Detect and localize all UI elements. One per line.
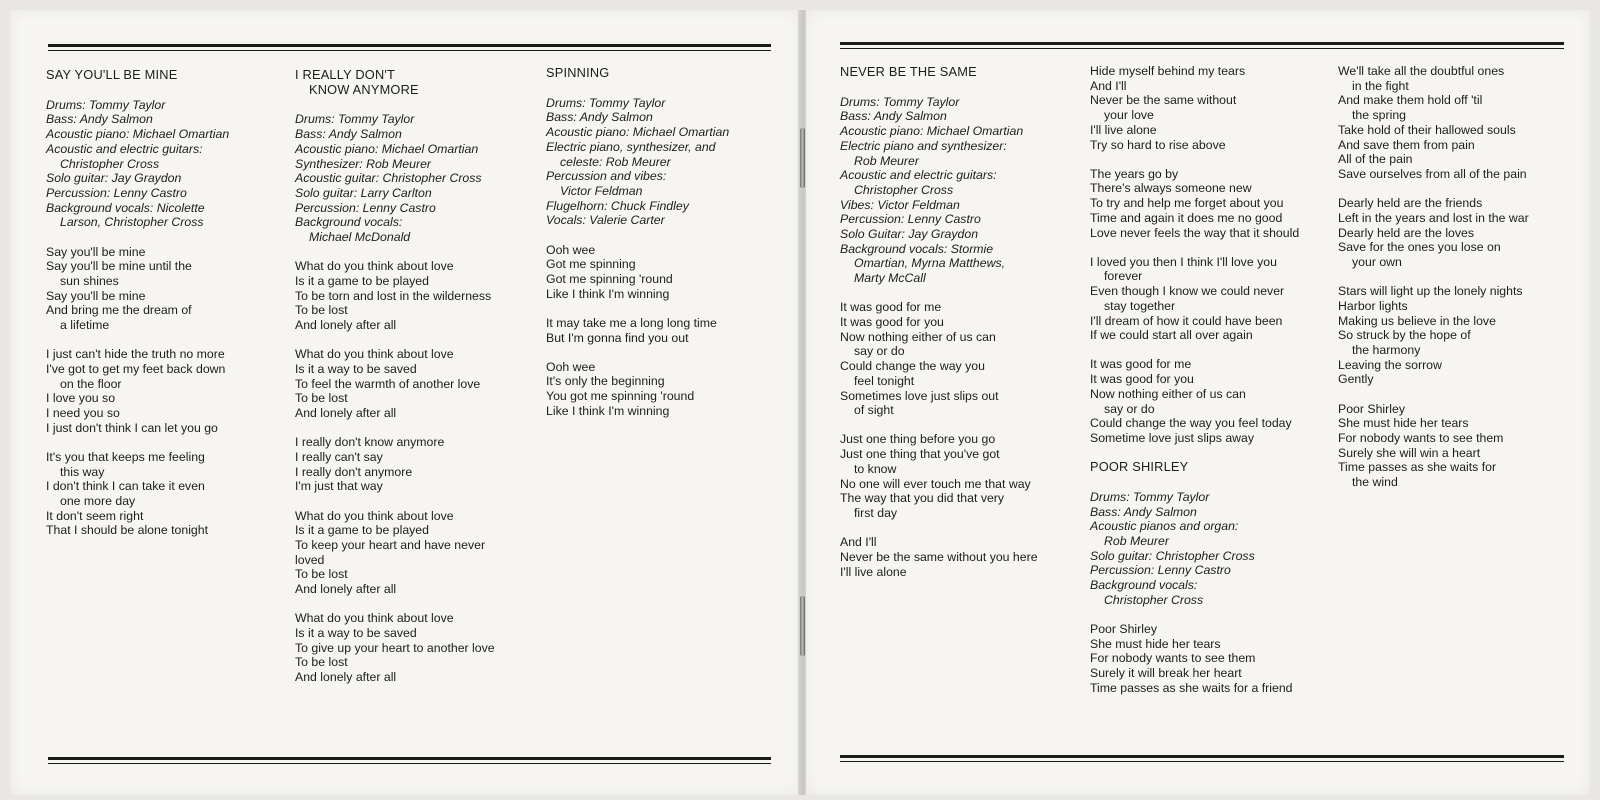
lyric-line: Dearly held are the friends bbox=[1338, 196, 1483, 211]
credit-line: Omartian, Myrna Matthews, bbox=[854, 256, 1006, 271]
stanza-gap bbox=[546, 301, 729, 316]
lyric-line: To feel the warmth of another love bbox=[295, 376, 481, 391]
lyric-line: I really don't anymore bbox=[295, 464, 413, 479]
credit-line: Larson, Christopher Cross bbox=[60, 215, 204, 230]
stanza-gap bbox=[295, 333, 495, 348]
lyric-line: To be lost bbox=[295, 655, 348, 670]
lyric-line: the spring bbox=[1352, 108, 1407, 123]
lyric-line: What do you think about love bbox=[295, 259, 454, 274]
stanza-gap bbox=[1090, 152, 1299, 167]
song-title-line: KNOW ANYMORE bbox=[309, 81, 419, 97]
lyric-line: Harbor lights bbox=[1338, 298, 1408, 313]
lyric-line: I love you so bbox=[46, 391, 116, 406]
staple-bottom bbox=[800, 596, 805, 656]
credit-line: Drums: Tommy Taylor bbox=[295, 112, 415, 127]
stanza-gap bbox=[1090, 608, 1299, 623]
lyric-line: forever bbox=[1104, 269, 1143, 284]
lyric-stanza bbox=[1338, 284, 1529, 387]
credit-line: Percussion: Lenny Castro bbox=[1090, 563, 1231, 578]
lyric-line: And I'll bbox=[1090, 78, 1127, 93]
credit-line: Acoustic piano: Michael Omartian bbox=[840, 124, 1024, 139]
lyric-line: It was good for you bbox=[840, 315, 944, 330]
lyric-line: It may take me a long long time bbox=[546, 315, 717, 330]
lyric-line: To be lost bbox=[295, 567, 348, 582]
lyric-line: Just one thing that you've got bbox=[840, 447, 1000, 462]
credit-line: Acoustic piano: Michael Omartian bbox=[295, 141, 479, 156]
lyric-line: Leaving the sorrow bbox=[1338, 357, 1442, 372]
left-top-rule bbox=[48, 44, 771, 47]
song-title bbox=[546, 66, 729, 81]
song-title-line: NEVER BE THE SAME bbox=[840, 64, 977, 79]
lyric-stanza bbox=[295, 611, 495, 685]
lyric-stanza bbox=[46, 347, 229, 435]
stanza-gap bbox=[840, 418, 1038, 433]
song-title-line: POOR SHIRLEY bbox=[1090, 459, 1189, 475]
song-title-line: I REALLY DON'T bbox=[295, 67, 396, 82]
right-bottom-rule-thin bbox=[840, 761, 1564, 762]
credit-line: Drums: Tommy Taylor bbox=[546, 95, 666, 110]
left-top-rule-thin bbox=[48, 50, 771, 51]
song-title bbox=[840, 65, 1038, 80]
credit-line: Acoustic and electric guitars: bbox=[46, 141, 203, 156]
lyric-line: Dearly held are the loves bbox=[1338, 225, 1475, 240]
lyric-line: I'm just that way bbox=[295, 479, 383, 494]
lyric-line: your love bbox=[1104, 108, 1154, 123]
credit-line: Electric piano and synthesizer: bbox=[840, 138, 1007, 153]
credit-line: Synthesizer: Rob Meurer bbox=[295, 156, 432, 171]
credit-line: Christopher Cross bbox=[854, 182, 954, 197]
lyric-line: For nobody wants to see them bbox=[1090, 651, 1256, 666]
lyric-line: For nobody wants to see them bbox=[1338, 430, 1504, 445]
lyrics-column-right-2 bbox=[1090, 64, 1299, 696]
lyric-line: Gently bbox=[1338, 372, 1374, 387]
lyric-line: Just one thing before you go bbox=[840, 432, 996, 447]
lyric-line: Surely it will break her heart bbox=[1090, 666, 1242, 681]
lyric-line: Left in the years and lost in the war bbox=[1338, 210, 1529, 225]
lyric-line: a lifetime bbox=[60, 318, 110, 333]
credit-line: Acoustic piano: Michael Omartian bbox=[46, 127, 230, 142]
stanza-gap bbox=[1338, 182, 1529, 197]
lyric-line: on the floor bbox=[60, 376, 122, 391]
lyrics-column-left-1 bbox=[46, 68, 229, 538]
stanza-gap bbox=[46, 230, 229, 245]
lyric-line: Is it a game to be played bbox=[295, 273, 429, 288]
lyric-line: Love never feels the way that it should bbox=[1090, 225, 1300, 240]
lyric-line: Poor Shirley bbox=[1338, 401, 1405, 416]
staple-top bbox=[800, 128, 805, 188]
credit-line: Background vocals: bbox=[295, 215, 403, 230]
lyric-line: stay together bbox=[1104, 298, 1176, 313]
credit-line: Solo guitar: Jay Graydon bbox=[46, 171, 182, 186]
lyric-line: It was good for me bbox=[840, 300, 942, 315]
song-credits bbox=[840, 95, 1038, 286]
lyric-line: Try so hard to rise above bbox=[1090, 137, 1226, 152]
stanza-gap bbox=[295, 494, 495, 509]
lyric-line: It's only the beginning bbox=[546, 374, 665, 389]
lyric-line: But I'm gonna find you out bbox=[546, 330, 689, 345]
lyric-line: the wind bbox=[1352, 475, 1398, 490]
credit-line: Acoustic piano: Michael Omartian bbox=[546, 125, 730, 140]
lyric-line: Never be the same without bbox=[1090, 93, 1237, 108]
lyrics-column-left-2 bbox=[295, 68, 495, 685]
lyric-line: Got me spinning 'round bbox=[546, 271, 673, 286]
lyric-line: Ooh wee bbox=[546, 359, 596, 374]
lyric-line: I don't think I can take it even bbox=[46, 479, 205, 494]
stanza-gap bbox=[1090, 343, 1299, 358]
lyric-line: Like I think I'm winning bbox=[546, 286, 670, 301]
lyric-line: To be lost bbox=[295, 303, 348, 318]
lyric-line: Is it a game to be played bbox=[295, 523, 429, 538]
lyric-line: What do you think about love bbox=[295, 347, 454, 362]
lyric-line: And make them hold off 'til bbox=[1338, 93, 1483, 108]
lyric-line: All of the pain bbox=[1338, 152, 1413, 167]
lyric-line: No one will ever touch me that way bbox=[840, 476, 1031, 491]
lyric-line: It don't seem right bbox=[46, 508, 144, 523]
lyric-stanza bbox=[46, 450, 229, 538]
lyric-line: say or do bbox=[854, 344, 905, 359]
lyric-line: feel tonight bbox=[854, 373, 915, 388]
stanza-gap bbox=[295, 597, 495, 612]
lyric-line: To try and help me forget about you bbox=[1090, 196, 1284, 211]
credit-line: Background vocals: Stormie bbox=[840, 241, 994, 256]
lyric-line: And I'll bbox=[840, 535, 877, 550]
credit-line: Christopher Cross bbox=[60, 156, 160, 171]
credit-line: Background vocals: bbox=[1090, 578, 1198, 593]
lyric-line: Making us believe in the love bbox=[1338, 313, 1496, 328]
credit-line: Bass: Andy Salmon bbox=[546, 110, 653, 125]
song-title bbox=[295, 68, 495, 97]
credit-line: Percussion: Lenny Castro bbox=[46, 185, 187, 200]
lyric-line: this way bbox=[60, 464, 105, 479]
lyric-line: That I should be alone tonight bbox=[46, 523, 209, 538]
lyric-line: So struck by the hope of bbox=[1338, 328, 1471, 343]
lyric-line: first day bbox=[854, 505, 898, 520]
lyric-line: And lonely after all bbox=[295, 318, 397, 333]
lyric-line: Say you'll be mine bbox=[46, 244, 146, 259]
lyric-line: sun shines bbox=[60, 273, 119, 288]
lyric-stanza bbox=[1338, 64, 1529, 182]
lyric-line: I'll live alone bbox=[1090, 122, 1157, 137]
lyric-line: And lonely after all bbox=[295, 670, 397, 685]
lyric-line: If we could start all over again bbox=[1090, 328, 1253, 343]
credit-line: Rob Meurer bbox=[1104, 533, 1169, 548]
lyric-line: Take hold of their hallowed souls bbox=[1338, 122, 1516, 137]
stanza-gap bbox=[295, 421, 495, 436]
lyric-line: I just can't hide the truth no more bbox=[46, 347, 225, 362]
lyric-line: I just don't think I can let you go bbox=[46, 420, 218, 435]
lyric-line: To be lost bbox=[295, 391, 348, 406]
lyric-line: in the fight bbox=[1352, 78, 1409, 93]
credit-line: Acoustic pianos and organ: bbox=[1090, 519, 1239, 534]
song-title bbox=[1090, 460, 1299, 475]
lyric-line: Ooh wee bbox=[546, 242, 596, 257]
lyric-line: The way that you did that very bbox=[840, 491, 1005, 506]
song-title bbox=[46, 68, 229, 83]
lyric-line: Now nothing either of us can bbox=[1090, 386, 1246, 401]
credit-line: Electric piano, synthesizer, and bbox=[546, 139, 716, 154]
lyric-line: The years go by bbox=[1090, 166, 1179, 181]
lyric-line: To keep your heart and have never bbox=[295, 537, 486, 552]
lyric-line: To be torn and lost in the wilderness bbox=[295, 288, 492, 303]
lyric-line: Never be the same without you here bbox=[840, 549, 1038, 564]
lyric-line: Time passes as she waits for a friend bbox=[1090, 680, 1293, 695]
credit-line: Christopher Cross bbox=[1104, 592, 1204, 607]
lyric-stanza bbox=[1338, 402, 1529, 490]
right-top-rule bbox=[840, 42, 1564, 45]
credit-line: Solo guitar: Larry Carlton bbox=[295, 185, 432, 200]
lyric-line: She must hide her tears bbox=[1338, 416, 1469, 431]
credit-line: Michael McDonald bbox=[309, 230, 411, 245]
credit-line: Solo Guitar: Jay Graydon bbox=[840, 227, 979, 242]
stanza-gap bbox=[840, 521, 1038, 536]
lyric-line: And save them from pain bbox=[1338, 137, 1475, 152]
lyric-line: Say you'll be mine until the bbox=[46, 259, 192, 274]
lyric-stanza bbox=[1090, 64, 1299, 152]
lyric-stanza bbox=[840, 300, 1038, 418]
left-bottom-rule bbox=[48, 757, 771, 760]
song-title-line: SPINNING bbox=[546, 65, 610, 80]
credit-line: Victor Feldman bbox=[560, 183, 643, 198]
lyric-line: I really don't know anymore bbox=[295, 435, 445, 450]
lyric-line: Like I think I'm winning bbox=[546, 403, 670, 418]
lyric-line: Could change the way you feel today bbox=[1090, 416, 1292, 431]
lyrics-column-left-3 bbox=[546, 66, 729, 419]
lyric-line: Stars will light up the lonely nights bbox=[1338, 284, 1523, 299]
right-bottom-rule bbox=[840, 755, 1564, 758]
credit-line: Vocals: Valerie Carter bbox=[546, 213, 665, 228]
credit-line: Percussion: Lenny Castro bbox=[840, 212, 981, 227]
lyric-line: What do you think about love bbox=[295, 508, 454, 523]
lyrics-column-right-3 bbox=[1338, 64, 1529, 490]
lyric-line: Even though I know we could never bbox=[1090, 284, 1285, 299]
lyric-line: one more day bbox=[60, 494, 136, 509]
stanza-gap bbox=[840, 286, 1038, 301]
lyric-line: There's always someone new bbox=[1090, 181, 1252, 196]
credit-line: Marty McCall bbox=[854, 271, 926, 286]
song-credits bbox=[295, 112, 495, 244]
lyric-stanza bbox=[546, 316, 729, 345]
lyric-stanza bbox=[840, 432, 1038, 520]
song-credits bbox=[1090, 490, 1299, 608]
lyric-line: We'll take all the doubtful ones bbox=[1338, 64, 1505, 78]
stanza-gap bbox=[1090, 240, 1299, 255]
lyric-line: It's you that keeps me feeling bbox=[46, 449, 205, 464]
lyric-line: Sometimes love just slips out bbox=[840, 388, 999, 403]
lyric-line: It was good for you bbox=[1090, 372, 1194, 387]
lyric-line: of sight bbox=[854, 403, 894, 418]
lyric-stanza bbox=[1090, 622, 1299, 696]
lyric-line: your own bbox=[1352, 254, 1402, 269]
left-bottom-rule-thin bbox=[48, 763, 771, 764]
lyric-line: Got me spinning bbox=[546, 257, 636, 272]
credit-line: Drums: Tommy Taylor bbox=[46, 97, 166, 112]
stanza-gap bbox=[546, 345, 729, 360]
credit-line: Background vocals: Nicolette bbox=[46, 200, 205, 215]
lyric-line: Hide myself behind my tears bbox=[1090, 64, 1246, 78]
lyric-line: Say you'll be mine bbox=[46, 288, 146, 303]
stanza-gap bbox=[46, 333, 229, 348]
credit-line: Bass: Andy Salmon bbox=[46, 112, 153, 127]
credit-line: Flugelhorn: Chuck Findley bbox=[546, 198, 689, 213]
right-top-rule-thin bbox=[840, 48, 1564, 49]
lyric-stanza bbox=[1090, 255, 1299, 343]
credit-line: Solo guitar: Christopher Cross bbox=[1090, 548, 1255, 563]
lyric-stanza bbox=[46, 245, 229, 333]
lyric-line: Surely she will win a heart bbox=[1338, 445, 1481, 460]
lyric-line: Now nothing either of us can bbox=[840, 329, 996, 344]
lyric-stanza bbox=[1090, 167, 1299, 241]
lyric-line: Could change the way you bbox=[840, 359, 985, 374]
credit-line: Drums: Tommy Taylor bbox=[1090, 489, 1210, 504]
lyric-line: to know bbox=[854, 461, 897, 476]
lyric-line: say or do bbox=[1104, 401, 1155, 416]
lyric-stanza bbox=[546, 360, 729, 419]
credit-line: Bass: Andy Salmon bbox=[1090, 504, 1197, 519]
credit-line: Acoustic guitar: Christopher Cross bbox=[295, 171, 482, 186]
credit-line: Rob Meurer bbox=[854, 153, 919, 168]
lyric-line: Time passes as she waits for bbox=[1338, 460, 1497, 475]
lyric-line: I've got to get my feet back down bbox=[46, 361, 226, 376]
lyric-line: To give up your heart to another love bbox=[295, 640, 495, 655]
lyric-line: You got me spinning 'round bbox=[546, 389, 695, 404]
lyric-line: And bring me the dream of bbox=[46, 303, 192, 318]
lyric-line: And lonely after all bbox=[295, 406, 397, 421]
lyric-line: Is it a way to be saved bbox=[295, 361, 417, 376]
credit-line: celeste: Rob Meurer bbox=[560, 154, 671, 169]
lyric-stanza bbox=[295, 509, 495, 597]
lyric-stanza bbox=[295, 259, 495, 333]
credit-line: Bass: Andy Salmon bbox=[840, 109, 947, 124]
lyric-line: I loved you then I think I'll love you bbox=[1090, 254, 1277, 269]
lyric-line: Is it a way to be saved bbox=[295, 626, 417, 640]
credit-line: Percussion: Lenny Castro bbox=[295, 200, 436, 215]
lyric-line: Save for the ones you lose on bbox=[1338, 240, 1501, 255]
lyric-stanza bbox=[840, 535, 1038, 579]
song-credits bbox=[46, 98, 229, 230]
credit-line: Bass: Andy Salmon bbox=[295, 127, 402, 142]
lyric-line: the harmony bbox=[1352, 342, 1421, 357]
credit-line: Percussion and vibes: bbox=[546, 169, 667, 184]
lyric-line: I'll live alone bbox=[840, 564, 907, 579]
lyrics-column-right-1 bbox=[840, 65, 1038, 579]
lyric-stanza bbox=[1090, 357, 1299, 445]
lyric-line: Sometime love just slips away bbox=[1090, 430, 1255, 445]
lyric-line: Save ourselves from all of the pain bbox=[1338, 166, 1527, 181]
lyric-stanza bbox=[1338, 196, 1529, 270]
lyric-line: She must hide her tears bbox=[1090, 636, 1221, 651]
stanza-gap bbox=[1338, 270, 1529, 285]
lyric-line: And lonely after all bbox=[295, 582, 397, 597]
song-credits bbox=[546, 96, 729, 228]
lyric-line: Poor Shirley bbox=[1090, 622, 1157, 636]
lyric-line: I need you so bbox=[46, 406, 120, 421]
lyric-stanza bbox=[546, 243, 729, 302]
lyric-line: I really can't say bbox=[295, 449, 383, 464]
lyric-stanza bbox=[295, 347, 495, 421]
stanza-gap bbox=[1338, 387, 1529, 402]
lyric-stanza bbox=[295, 435, 495, 494]
lyric-line: What do you think about love bbox=[295, 611, 454, 626]
song-gap bbox=[1090, 446, 1299, 461]
lyric-line: loved bbox=[295, 552, 325, 567]
song-title-line: SAY YOU'LL BE MINE bbox=[46, 67, 178, 82]
credit-line: Acoustic and electric guitars: bbox=[840, 168, 997, 183]
lyric-line: Time and again it does me no good bbox=[1090, 210, 1283, 225]
credit-line: Vibes: Victor Feldman bbox=[840, 197, 960, 212]
lyric-line: It was good for me bbox=[1090, 357, 1192, 372]
stanza-gap bbox=[295, 245, 495, 260]
lyric-line: I'll dream of how it could have been bbox=[1090, 313, 1283, 328]
stanza-gap bbox=[546, 228, 729, 243]
stanza-gap bbox=[46, 435, 229, 450]
credit-line: Drums: Tommy Taylor bbox=[840, 94, 960, 109]
